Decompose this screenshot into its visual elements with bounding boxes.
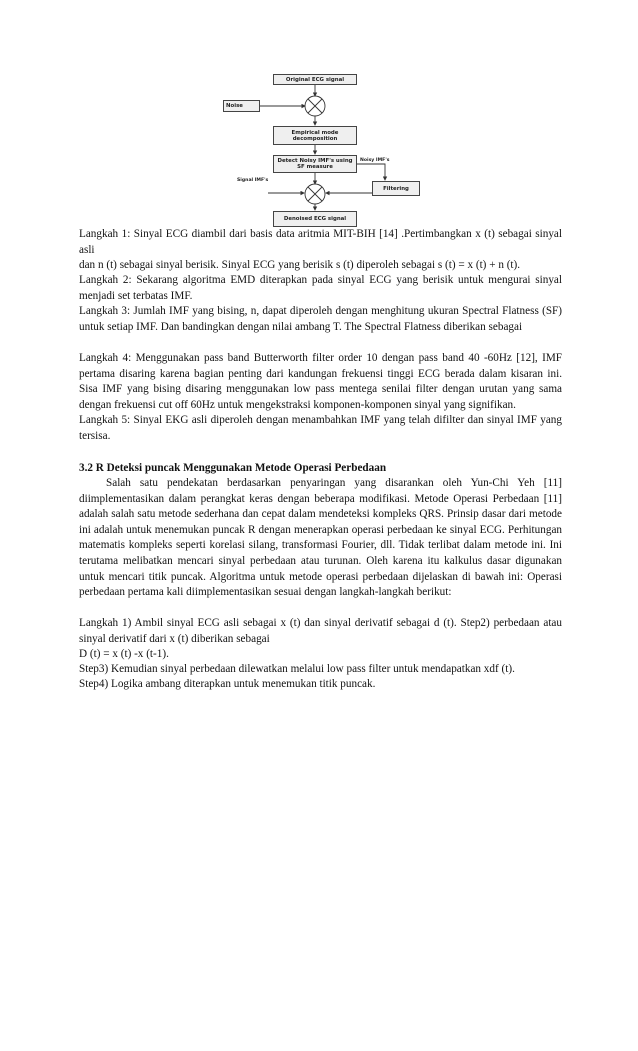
node-denoised: Denoised ECG signal [273, 211, 357, 227]
section-step-b: Step3) Kemudian sinyal perbedaan dilewatkan melalui low pass filter untuk mendapatkan xdf (t). [79, 663, 515, 675]
edge-label-noisy-imfs: Noisy IMF's [360, 158, 390, 163]
flowchart-connectors [0, 0, 638, 230]
step-1b-text: dan n (t) sebagai sinyal berisik. Sinyal ECG yang berisik s (t) diperoleh sebagai s (t) = x (t) + n (t). [79, 259, 521, 271]
step-3-text: Langkah 3: Jumlah IMF yang bising, n, dapat diperoleh dengan menghitung ukuran Spectral Flatness (SF) untuk setiap IMF. Dan bandingkan dengan nilai ambang T. The Spectral Flatness diberikan sebagai [79, 305, 562, 333]
section-heading: 3.2 R Deteksi puncak Menggunakan Metode Operasi Perbedaan [79, 462, 387, 474]
flowchart-figure [0, 0, 638, 230]
section-step-a: Langkah 1) Ambil sinyal ECG asli sebagai x (t) dan sinyal derivatif sebagai d (t). Step2) perbedaan atau sinyal derivatif dari x (t) diberikan sebagai [79, 617, 562, 645]
step-5-text: Langkah 5: Sinyal EKG asli diperoleh dengan menambahkan IMF yang telah difilter dan sinyal IMF yang tersisa. [79, 414, 562, 442]
step-4-text: Langkah 4: Menggunakan pass band Butterworth filter order 10 dengan pass band 40 -60Hz [12], IMF pertama disaring karena bagian penting dari kandungan frekuensi tinggi ECG berada dalam kisaran ini. Sisa IMF yang bising disaring menggunakan low pass mentega senilai filter dengan urutan yang sama dengan frekuensi cut off 60Hz untuk mengekstraksi komponen-komponen sinyal yang signifikan. [79, 352, 562, 411]
node-noise: Noise [223, 100, 260, 112]
node-original-ecg: Original ECG signal [273, 74, 357, 85]
edge-label-signal-imfs: Signal IMF's [237, 178, 269, 183]
section-formula: D (t) = x (t) -x (t-1). [79, 648, 169, 660]
section-step-c: Step4) Logika ambang diterapkan untuk menemukan titik puncak. [79, 678, 376, 690]
section-paragraph: Salah satu pendekatan berdasarkan penyaringan yang disarankan oleh Yun-Chi Yeh [11] diimplementasikan dalam perangkat keras dengan beberapa modifikasi. Metode Operasi Perbedaan [11] adalah salah satu metode sederhana dan cepat dalam mendeteksi kompleks QRS. Prinsip dasar dari metode ini adalah untuk menemukan puncak R dengan menerapkan operasi perbedaan ke sinyal ECG. Perhitungan matematis kompleks seperti korelasi silang, transformasi Fourier, dll. Tidak terlibat dalam metode ini. Ini terutama melibatkan mencari sinyal perbedaan atau turunan. Oleh karena itu kalkulus dasar digunakan untuk mencari titik puncak. Algoritma untuk metode operasi perbedaan dijelaskan di bawah ini: Operasi perbedaan pertama kali diimplementasikan sesuai dengan langkah-langkah berikut: [79, 477, 562, 599]
sum-junction-2 [305, 184, 325, 204]
step-2-text: Langkah 2: Sekarang algoritma EMD diterapkan pada sinyal ECG yang berisik untuk mengurai sinyal menjadi set terbatas IMF. [79, 274, 562, 302]
step-1-text: Langkah 1: Sinyal ECG diambil dari basis data aritmia MIT-BIH [14] .Pertimbangkan x (t) sebagai sinyal asli [79, 228, 562, 256]
sum-junction-1 [305, 96, 325, 116]
node-detect-noisy: Detect Noisy IMF's using SF measure [273, 155, 357, 173]
node-filtering: Filtering [372, 181, 420, 196]
node-emd: Empirical mode decomposition [273, 126, 357, 145]
